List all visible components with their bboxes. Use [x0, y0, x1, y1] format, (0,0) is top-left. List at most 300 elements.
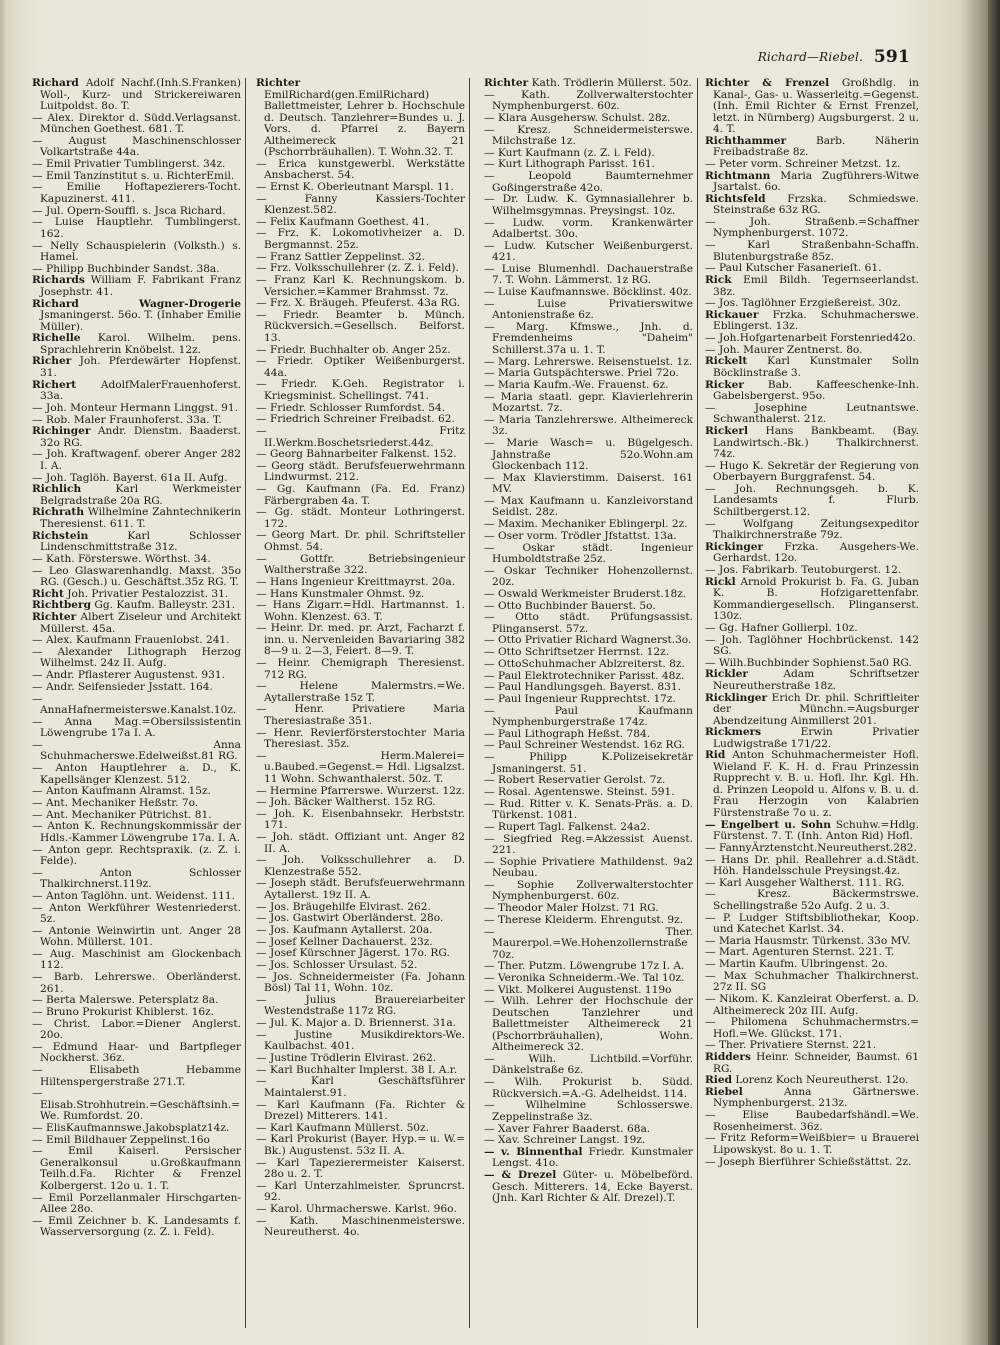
directory-entry	[32, 507, 241, 530]
entry-text: Joh. Privatier Pestalozzist. 31.	[63, 587, 229, 600]
directory-entry	[32, 717, 241, 740]
entry-text: — Georg Mart. Dr. phil. Schriftsteller Ohmst. 54.	[256, 529, 465, 553]
entry-surname: Richter	[484, 78, 529, 89]
entry-surname: Richter	[256, 78, 301, 89]
directory-entry	[705, 1087, 919, 1110]
entry-text: — Martin Kaufm. Ulbringenst. 2o.	[705, 958, 888, 971]
column-4	[705, 78, 923, 1328]
directory-entry	[705, 635, 919, 658]
entry-text: — Friedrich Schreiner Freibadst. 62.	[256, 413, 455, 426]
entry-text: — Anna Mag.=Obersilssistentin Löwengrube 17a I. A.	[32, 715, 241, 740]
directory-entry	[484, 392, 693, 415]
entry-text: — Elisabeth Hebamme Hiltenspergerstraße 271.T.	[32, 1064, 241, 1088]
entry-text: — Joh. Rechnungsgeh. b. K. Landesamts f. Flurb. Schiltbergerst.12.	[705, 482, 919, 518]
entry-text: — Fritz Reform=Weißbier= u Brauerei Lipowskyst. 8o u. 1. T.	[705, 1132, 919, 1156]
entry-text: Erwin Privatier Ludwigstraße 171/22.	[713, 726, 919, 750]
entry-text: Adolf Nachf.(Inh.S.Franken) Woll-, Kurz- und Strickereiwaren Luitpoldst. 8o. T.	[40, 78, 241, 112]
entry-text: — Paul Kutscher Fasanerieſt. 61.	[705, 262, 882, 275]
entry-text: Erich Dr. phil. Schriftleiter der Münchn.=Augsburger Abendzeitung Ainmillerst 201.	[713, 691, 919, 727]
entry-text: — Joh. Monteur Hermann Linggst. 91.	[32, 401, 239, 414]
entry-text: — Emil Zeichner b. K. Landesamts f. Wasserversorgung (z. Z. i. Feld).	[32, 1214, 241, 1239]
entry-text: — Paul Lithograph Heßst. 784.	[484, 727, 651, 740]
directory-entry	[32, 1019, 241, 1042]
directory-entry	[32, 740, 241, 763]
directory-entry	[32, 1146, 241, 1192]
directory-entry	[256, 1076, 465, 1099]
entry-text: William F. Fabrikant Franz Josephstr. 41.	[40, 274, 241, 298]
entry-surname: — v. Binnenthal	[484, 1145, 583, 1158]
directory-entry	[705, 1133, 919, 1156]
directory-entry	[705, 171, 919, 194]
entry-text: — Ludw. Kutscher Weißenburgerst. 421.	[484, 239, 693, 264]
directory-entry	[484, 996, 693, 1054]
directory-entry	[32, 1193, 241, 1216]
entry-text: — Philipp K.Polizeisekretär Jsmaningerst. 51.	[484, 751, 693, 775]
entry-text: — Hans Zigarr.=Hdl. Hartmannst. 1. Wohn. Klenzest. 63. T.	[256, 599, 465, 623]
entry-text: — Paul Elektrotechniker Parisst. 48z.	[484, 669, 685, 682]
entry-text: — Anna Schuhmacherswe.Edelweißst.81 RG.	[32, 738, 241, 763]
entry-text: Lorenz Koch Neureutherst. 12o.	[731, 1074, 909, 1087]
entry-text: — Joh. Kraftwagenf. oberer Anger 282 I. A.	[32, 448, 241, 472]
entry-text: Andr. Dienstm. Baaderst. 32o RG.	[40, 425, 241, 449]
entry-text: — Hans Ingenieur Kreittmayrst. 20a.	[256, 575, 456, 588]
entry-text: — Kurt Lithograph Parisst. 161.	[484, 158, 656, 171]
entry-text: — Karl Geschäftsführer Maintalerst.91.	[256, 1075, 465, 1099]
directory-entry	[32, 694, 241, 717]
directory-entry	[256, 728, 465, 751]
directory-entry	[32, 136, 241, 159]
entry-text: Frzska. Schmiedswe. Steinstraße 63z RG.	[713, 192, 919, 217]
directory-entry	[484, 496, 693, 519]
entry-text: Güter- u. Möbelbeförd. Gesch. Mitterers. 14, Ecke Bayerst. (Jnh. Karl Richter & Alf. Drezel).T.	[492, 1169, 694, 1205]
directory-entry	[256, 855, 465, 878]
entry-text: AdolfMalerFrauenhoferst. 33a.	[40, 378, 241, 403]
directory-entry	[484, 171, 693, 194]
directory-entry	[705, 519, 919, 542]
entry-text: — Paul Handlungsgeh. Bayerst. 831.	[484, 681, 681, 694]
entry-text: — Andr. Seifensieder Jsstatt. 164.	[32, 680, 213, 693]
directory-entry	[705, 1157, 919, 1169]
entry-text: Barb. Näherin Freibadstraße 8z.	[713, 134, 919, 159]
entry-text: — Anton Hauptlehrer a. D., K. Kapellsänger Klenzest. 512.	[32, 762, 241, 786]
entry-text: — Kath. Maschinenmeisterswe. Neureutherst. 4o.	[256, 1214, 465, 1239]
entry-surname: Richert	[32, 378, 77, 391]
entry-text: — Jos. Schneidermeister (Fa. Johann Bösl) Tal 11, Wohn. 10z.	[256, 970, 465, 995]
book-binding-shadow	[988, 0, 1000, 1345]
entry-text: — Emilie Hoftapezierers-Tocht. Kapuzinerst. 411.	[32, 181, 241, 205]
directory-entry	[256, 1181, 465, 1204]
entry-text: — August Maschinenschlosser Volkartstraße 44a.	[32, 134, 241, 159]
directory-entry	[32, 763, 241, 786]
entry-text: — Joh. Straßenb.=Schaffner Nymphenburgerst. 1072.	[705, 215, 919, 240]
entry-text: — Karl Prokurist (Bayer. Hyp.= u. W.= Bk.) Augustenst. 53z II. A.	[256, 1133, 465, 1157]
entry-text: — Fritz II.Werkm.Boschetsriederst.44z.	[256, 425, 465, 449]
directory-entry	[705, 426, 919, 461]
entry-text: — Paul Ingenieur Rupprechtst. 17z.	[484, 692, 676, 705]
entry-text: — Max Kaufmann u. Kanzleivorstand Seidlst. 28z.	[484, 494, 693, 519]
entry-text: — Kath. Försterswe. Wörthst. 34.	[32, 552, 211, 565]
entry-text: Anna Gärtnerswe. Nymphenburgerst. 213z.	[713, 1085, 919, 1110]
entry-surname: Richtmann	[705, 169, 771, 182]
directory-entry	[484, 264, 693, 287]
entry-surname: Ridders	[705, 1051, 751, 1064]
entry-text: — Oser vorm. Trödler Jfstattst. 13a.	[484, 529, 677, 542]
entry-text: — Otto städt. Prüfungsassist. Plinganserst. 57z.	[484, 611, 693, 635]
entry-text: — Rosal. Agentenswe. Steinst. 591.	[484, 786, 675, 798]
directory-entry	[705, 542, 919, 565]
entry-text: — Frz. X. Bräugeh. Pfeuferst. 43a RG.	[256, 297, 460, 310]
entry-surname: Rickmers	[705, 726, 762, 739]
entry-surname: Ricker	[705, 378, 744, 391]
entry-text: — Elisab.Strohhutrein.=Geschäftsinh.= We. Rumfordst. 20.	[32, 1087, 241, 1123]
directory-entry	[484, 90, 693, 113]
entry-text: — Wilh. Lehrer der Hochschule der Deutschen Tanzlehrer und Ballettmeister Altheimereck 21 (Pschorrbräuhallen), Wohn. Altheimereck 32.	[484, 995, 693, 1054]
entry-text: — FannyÄrztenstcht.Neureutherst.282.	[705, 841, 917, 854]
directory-entry	[256, 310, 465, 345]
entry-text: — Anton Taglöhn. unt. Weidenst. 111.	[32, 889, 235, 902]
entry-text: — Hugo K. Sekretär der Regierung von Oberbayern Burggrafenst. 54.	[705, 459, 919, 484]
entry-text: — Otto Buchbinder Bauerst. 5o.	[484, 599, 656, 612]
entry-text: Frzka. Ausgehers-We. Gerhardst. 12o.	[713, 540, 919, 565]
entry-text: — Ant. Mechaniker Heßstr. 7o.	[32, 796, 199, 809]
directory-entry	[484, 1077, 693, 1100]
directory-entry	[32, 449, 241, 472]
entry-text: — Jos. Kaufmann Aytallerst. 20a.	[256, 924, 433, 936]
page-header	[0, 46, 910, 70]
directory-entry	[256, 1134, 465, 1157]
directory-entry	[705, 727, 919, 750]
directory-entry	[32, 647, 241, 670]
entry-text: — Gg. Hafner Gollierpl. 10z.	[705, 621, 858, 634]
directory-entry	[32, 845, 241, 868]
entry-text: — Hans Dr. phil. Reallehrer a.d.Städt. Höh. Handelsschule Preysingst.4z.	[705, 853, 919, 877]
entry-text: — Rupert Tagl. Falkenst. 24a2.	[484, 820, 651, 833]
directory-entry	[705, 275, 919, 298]
directory-entry	[256, 356, 465, 379]
directory-entry	[484, 194, 693, 217]
entry-text: — Leo Glaswarenhandlg. Maxst. 35o RG. (Gesch.) u. Geschäftst.35z RG. T.	[32, 564, 241, 588]
entry-text: — Josef Kellner Dachauerst. 23z.	[256, 935, 433, 948]
page-left-edge	[0, 0, 8, 1345]
entry-text: — Emil Privatier Tumblingerst. 34z.	[32, 158, 226, 171]
directory-entry	[484, 125, 693, 148]
entry-text: Friedr. Kunstmaler Lengst. 41o.	[492, 1145, 693, 1170]
entry-text: — Joh. städt. Offiziant unt. Anger 82 II. A.	[256, 831, 465, 855]
directory-entry	[256, 1216, 465, 1239]
directory-entry	[705, 484, 919, 519]
entry-text: — Joh. Maurer Zentnerst. 8o.	[705, 343, 863, 356]
entry-text: — Karl Buchhalter Implerst. 38 I. A.r.	[256, 1063, 458, 1076]
entry-text: — Paul Kaufmann Nymphenburgerstraße 174z.	[484, 704, 693, 729]
entry-text: — Wolfgang Zeitungsexpeditor Thalkirchnerstraße 79z.	[705, 517, 919, 542]
entry-text: — Frz. K. Lokomotivheizer a. D. Bergmannst. 25z.	[256, 227, 465, 251]
entry-text: — Justine Musikdirektors-We. Kaulbachst. 401.	[256, 1028, 465, 1053]
entry-text: — Friedr. K.Geh. Registrator i. Kriegsminist. Schellingst. 741.	[256, 378, 465, 402]
directory-entry	[484, 880, 693, 903]
entry-text: — Otto Schriftsetzer Herrnst. 12z.	[484, 646, 670, 659]
page-number: 591	[873, 47, 910, 67]
entry-text: Joh. Pferdewärter Hopfenst. 31.	[40, 355, 241, 379]
entry-text: — Theodor Maler Holzst. 71 RG.	[484, 902, 659, 915]
directory-entry	[32, 903, 241, 926]
entry-text: Jsmaningerst. 56o. T. (Inhaber Emilie Müller).	[40, 309, 241, 333]
directory-entry	[705, 994, 919, 1017]
entry-text: — Xaver Fahrer Baaderst. 68a.	[484, 1122, 651, 1135]
entry-text: Albert Ziseleur und Architekt Müllerst. 45a.	[40, 611, 241, 635]
entry-text: — Georg städt. Berufsfeuerwehrmann Lindwurmst. 212.	[256, 459, 465, 484]
entry-surname: Rickerl	[705, 425, 748, 437]
entry-text: — Rob. Maler Fraunhoferst. 33a. T.	[32, 413, 222, 426]
entry-text: — Luise Hauptlehr. Tumblingerst. 162.	[32, 216, 241, 240]
entry-text: — Maxim. Mechaniker Eblingerpl. 2z.	[484, 518, 688, 531]
entry-surname: Ricklinger	[705, 691, 768, 704]
entry-text: — Anton gepr. Rechtspraxik. (z. Z. i. Felde).	[32, 843, 241, 867]
directory-entry	[32, 275, 241, 298]
entry-text: Frzka. Schuhmacherswe. Eblingerst. 13z.	[713, 308, 919, 333]
entry-surname: Rickinger	[705, 540, 764, 553]
directory-entry	[705, 971, 919, 994]
entry-surname: Richrath	[32, 506, 85, 519]
entry-surname: Richthammer	[705, 134, 787, 147]
directory-entry	[256, 484, 465, 507]
entry-text: — Kresz. Bäckermstrswe. Schellingstraße 52o Aufg. 2 u. 3.	[705, 888, 919, 912]
entry-text: — Felix Kaufmann Goethest. 41.	[256, 215, 430, 228]
entry-text: — Henr. Privatiere Maria Theresiastraße 351.	[256, 703, 465, 727]
entry-text: — Gg. städt. Monteur Lothringerst. 172.	[256, 506, 465, 530]
directory-entry	[256, 878, 465, 901]
directory-entry	[484, 299, 693, 322]
entry-text: — Otto Privatier Richard Wagnerst.3o.	[484, 634, 692, 647]
entry-text: — Karl Tapezierermeister Kaiserst. 28o u. 2. T.	[256, 1156, 465, 1181]
directory-entry	[705, 1017, 919, 1040]
entry-text: — Joh.Hofgartenarbeit Forstenried42o.	[705, 332, 916, 345]
directory-entry	[484, 473, 693, 496]
entry-surname: Richards	[32, 274, 85, 287]
directory-entry	[705, 380, 919, 403]
entry-text: — Mart. Agenturen Sternst. 221. T.	[705, 946, 895, 959]
entry-text: — Maria Tanzlehrerswe. Altheimereck 3z.	[484, 413, 693, 438]
entry-text: — Ludw. vorm. Krankenwärter Adalbertst. 30o.	[484, 216, 693, 240]
entry-text: — Leopold Baumternehmer Goßingerstraße 42o.	[484, 170, 693, 194]
entry-text: — Wilh. Prokurist b. Südd. Rückversich.=A.-G. Adelheidst. 114.	[484, 1076, 693, 1100]
entry-text: — Emil Bildhauer Zeppelinst.16o	[32, 1133, 210, 1146]
entry-text: — Hans Kunstmaler Ohmst. 9z.	[256, 587, 425, 600]
directory-entry	[484, 543, 693, 566]
directory-entry	[256, 461, 465, 484]
directory-entry	[256, 1158, 465, 1181]
entry-text: Gg. Kaufm. Balleystr. 231.	[91, 599, 236, 612]
directory-entry	[32, 1216, 241, 1239]
entry-text: — Emil Porzellanmaler Hirschgarten-Allee 28o.	[32, 1191, 241, 1215]
directory-entry	[705, 217, 919, 240]
entry-text: — Therese Kleiderm. Ehrengutst. 9z.	[484, 913, 684, 926]
directory-entry	[32, 333, 241, 356]
entry-surname: — & Drezel	[484, 1169, 557, 1182]
entry-text: — Karl Ausgeher Waltherst. 111. RG.	[705, 876, 905, 889]
entry-text: — Luise Kaufmannswe. Böcklinst. 40z.	[484, 286, 692, 299]
entry-text: — Peter vorm. Schreiner Metzst. 1z.	[705, 157, 901, 170]
entry-surname: Richard	[32, 78, 79, 89]
entry-text: — Ernst K. Oberleutnant Marspl. 11.	[256, 180, 454, 193]
directory-entry	[32, 356, 241, 379]
directory-entry	[484, 241, 693, 264]
entry-text: — Oskar städt. Ingenieur Humboldtstraße 25z.	[484, 541, 693, 565]
entry-text: Anton Schuhmachermeister Hofl. Wieland F. K. H. d. Frau Prinzessin Rupprecht v. B. u. Hofl. Ihr. Kgl. Hh. d. Prinzen Leopold u. Alfons v. B. u. d. Frau Herzogin von Kalabrien Fürstenstraße 7o u. z.	[713, 749, 919, 819]
directory-entry	[32, 682, 241, 694]
entry-text: — ElisKaufmannswe.Jakobsplatz14z.	[32, 1121, 230, 1134]
entry-text: — Rud. Ritter v. K. Senats-Präs. a. D. Türkenst. 1081.	[484, 797, 693, 822]
entry-text: — Ther. Maurerpol.=We.Hohenzollernstraße 70z.	[484, 925, 693, 961]
entry-text: — Andr. Pflasterer Augustenst. 931.	[32, 669, 225, 682]
entry-text: — Fanny Kassiers-Tochter Klenzest.582.	[256, 192, 465, 217]
entry-text: — Alexander Lithograph Herzog Wilhelmst. 24z II. Aufg.	[32, 645, 241, 670]
entry-text: Heinr. Schneider, Baumst. 61 RG.	[713, 1051, 919, 1075]
entry-text: — Friedr. Beamter b. Münch. Rückversich.=Gesellsch. Belforst. 13.	[256, 308, 465, 344]
directory-entry	[32, 1065, 241, 1088]
entry-text: — Franz Karl K. Rechnungskom. b. Versicher.=Kammer Brahmsst. 7z.	[256, 274, 465, 298]
entry-text: — Jos. Bräugehilfe Elvirast. 262.	[256, 900, 431, 913]
directory-entry	[256, 832, 465, 855]
entry-text: — AnnaHafnermeisterswe.Kanalst.10z.	[32, 692, 237, 716]
directory-entry	[484, 218, 693, 241]
entry-text: — Emil Tanzinstitut s. u. RichterEmil.	[32, 169, 235, 182]
entry-text: — Luise Blumenhdl. Dachauerstraße 7. T. Wohn. Lämmerst. 1z RG.	[484, 262, 693, 287]
directory-entry	[32, 1088, 241, 1123]
entry-surname: Richelle	[32, 332, 81, 345]
column-2	[256, 78, 470, 1328]
entry-text: — Joh. Taglöhner Hochbrückenst. 142 SG.	[705, 633, 919, 657]
directory-entry	[484, 1147, 693, 1170]
directory-entry	[32, 241, 241, 264]
entry-surname: Richtberg	[32, 599, 92, 612]
entry-text: — Sophie Privatiere Mathildenst. 9a2 Neubau.	[484, 855, 693, 880]
entry-text: — Kath. Zollverwalterstochter Nymphenburgerst. 60z.	[484, 88, 693, 113]
entry-text: Emil Bildh. Tegernseerlandst. 38z.	[713, 274, 919, 298]
entry-text: — Herm.Malerei= u.Baubed.=Gegenst.= Hdl. Ligsalzst. 11 Wohn. Schwanthalerst. 50z. T.	[256, 749, 465, 785]
entry-surname: Rick	[705, 274, 732, 286]
directory-entry	[705, 750, 919, 819]
directory-entry	[705, 669, 919, 692]
entry-text: — Ther. Privatiere Sternst. 221.	[705, 1039, 876, 1052]
entry-surname: Richinger	[32, 425, 91, 438]
entry-text: — Jos. Taglöhner Erzgießereist. 30z.	[705, 297, 901, 310]
entry-surname: Richlich	[32, 483, 82, 496]
entry-text: — Maria Kaufm.-We. Frauenst. 6z.	[484, 379, 669, 391]
entry-text: — Joh. Taglöh. Bayerst. 61a II. Aufg.	[32, 471, 228, 484]
directory-entry	[484, 927, 693, 962]
entry-text: Hans Bankbeamt. (Bay. Landwirtsch.-Bk.) Thalkirchnerst. 74z.	[713, 425, 919, 460]
entry-text: — Anton Werkführer Westenriederst. 5z.	[32, 901, 241, 926]
directory-entry	[484, 752, 693, 775]
entry-text: Karl Werkmeister Belgradstraße 20a RG.	[40, 483, 241, 507]
entry-surname: — Engelbert u. Sohn	[705, 818, 831, 831]
entry-text: Wilhelmine Zahntechnikerin Theresienst. 611. T.	[40, 506, 241, 530]
entry-text: — Kresz. Schneidermeisterswe. Milchstraße 1z.	[484, 123, 693, 148]
directory-entry	[705, 913, 919, 936]
directory-entry	[705, 403, 919, 426]
entry-text: — Wilh.Buchbinder Sophienst.5a0 RG.	[705, 656, 912, 669]
entry-text: — Maria staatl. gepr. Klavierlehrerin Mozartst. 7z.	[484, 390, 693, 415]
entry-text: — Luise Privatierswitwe Antonienstraße 6z.	[484, 297, 693, 322]
column-1	[32, 78, 246, 1328]
entry-text: — Jos. Schlosser Ursulast. 52.	[256, 959, 418, 972]
entry-text: — Kurt Kaufmann (z. Z. i. Feld).	[484, 146, 655, 159]
directory-entry	[256, 751, 465, 786]
entry-text: — Dr. Ludw. K. Gymnasiallehrer b. Wilhelmsgymnas. Preysingst. 10z.	[484, 193, 693, 217]
entry-text: — Jul. Opern-Souffl. s. Jsca Richard.	[32, 204, 226, 217]
directory-entry	[32, 182, 241, 205]
entry-text: — Josephine Leutnantswe. Schwanthalerst. 21z.	[705, 401, 919, 426]
entry-text: — Karl Unterzahlmeister. Spruncrst. 92.	[256, 1179, 465, 1204]
entry-text: — Bruno Prokurist Khiblerst. 16z.	[32, 1006, 215, 1018]
entry-text: — Marie Wasch= u. Bügelgesch. Jahnstraße 52o.Wohn.am Glockenbach 112.	[484, 437, 693, 473]
entry-text: — Helene Malermstrs.=We. Aytallerstraße 15z T.	[256, 680, 465, 704]
entry-text: — Ant. Mechaniker Pütrichst. 81.	[32, 808, 212, 821]
entry-text: — Sophie Zollverwalterstochter Nymphenburgerst. 60z.	[484, 878, 693, 903]
entry-text: — Karol. Uhrmacherswe. Karlst. 96o.	[256, 1203, 457, 1215]
entry-text: — Siegfried Reg.=Akzessist Auenst. 221.	[484, 832, 693, 857]
directory-entry	[705, 356, 919, 379]
directory-entry	[32, 821, 241, 844]
entry-text: — Frz. Volksschullehrer (z. Z. i. Feld).	[256, 262, 459, 275]
directory-entry	[256, 658, 465, 681]
entry-text: — Georg Bahnarbeiter Falkenst. 152.	[256, 448, 457, 461]
entry-text: Schuhw.=Hdlg. Fürstenst. 7. T. (Inh. Anton Rid) Hofl.	[713, 818, 919, 843]
directory-entry	[32, 972, 241, 995]
entry-text: — Marg. Lehrerswe. Reisenstuelst. 1z.	[484, 355, 693, 368]
directory-entry	[256, 1030, 465, 1053]
entry-text: — Jos. Gastwirt Oberländerst. 28o.	[256, 912, 444, 925]
directory-entry	[32, 531, 241, 554]
entry-text: — Elise Baubedarfshändl.=We. Rosenheimerst. 36z.	[705, 1109, 919, 1133]
directory-entry	[256, 995, 465, 1018]
directory-entry	[32, 1042, 241, 1065]
directory-entry	[32, 380, 241, 403]
directory-entry	[32, 868, 241, 891]
entry-text: Kath. Trödlerin Müllerst. 50z.	[528, 78, 692, 89]
entry-surname: Rickler	[705, 668, 748, 681]
entry-text: — Max Klavierstimm. Daiserst. 161 MV.	[484, 471, 693, 496]
directory-entry	[32, 217, 241, 240]
directory-entry	[705, 194, 919, 217]
entry-text: — Maria Hausmstr. Türkenst. 33o MV.	[705, 934, 911, 947]
entry-text: — Oswald Werkmeister Bruderst.18z.	[484, 587, 687, 600]
entry-text: — Joh. Bäcker Waltherst. 15z RG.	[256, 796, 436, 809]
entry-text: — Wilhelmine Schlosserswe. Zeppelinstraße 3z.	[484, 1099, 693, 1123]
directory-entry	[484, 706, 693, 729]
entry-text: — Alex. Direktor d. Südd.Verlagsanst. München Goethest. 681. T.	[32, 111, 241, 136]
directory-entry	[256, 159, 465, 182]
entry-text: — Xav. Schreiner Langst. 19z.	[484, 1134, 646, 1147]
directory-entry	[484, 857, 693, 880]
entry-text: — Berta Malerswe. Petersplatz 8a.	[32, 994, 219, 1007]
entry-text: — Alex. Kaufmann Frauenlobst. 241.	[32, 634, 230, 647]
entry-text: — Gg. Kaufmann (Fa. Ed. Franz) Färbergraben 4a. T.	[256, 483, 465, 507]
directory-entry	[32, 612, 241, 635]
entry-text: — Barb. Lehrerswe. Oberländerst. 261.	[32, 971, 241, 995]
entry-text: Adam Schriftsetzer Neureutherstraße 18z.	[713, 668, 919, 692]
directory-entry	[484, 322, 693, 357]
entry-text: — Julius Brauereiarbeiter Westendstraße 117z RG.	[256, 993, 465, 1018]
entry-text: Maria Zugführers-Witwe Jsartalst. 6o.	[713, 169, 919, 194]
entry-text: Karl Kunstmaler Solln Böcklinstraße 3.	[713, 355, 919, 379]
directory-entry	[256, 681, 465, 704]
entry-text: Bab. Kaffeeschenke-Inh. Gabelsbergerst. 95o.	[713, 378, 919, 403]
entry-text: — Anton K. Rechnungskommissär der Hdls.-Kammer Löwengrube 17a. I. A.	[32, 820, 241, 844]
directory-entry	[705, 310, 919, 333]
directory-entry	[705, 889, 919, 912]
entry-text: — Gottfr. Betriebsingenieur Waltherstraße 322.	[256, 552, 465, 577]
